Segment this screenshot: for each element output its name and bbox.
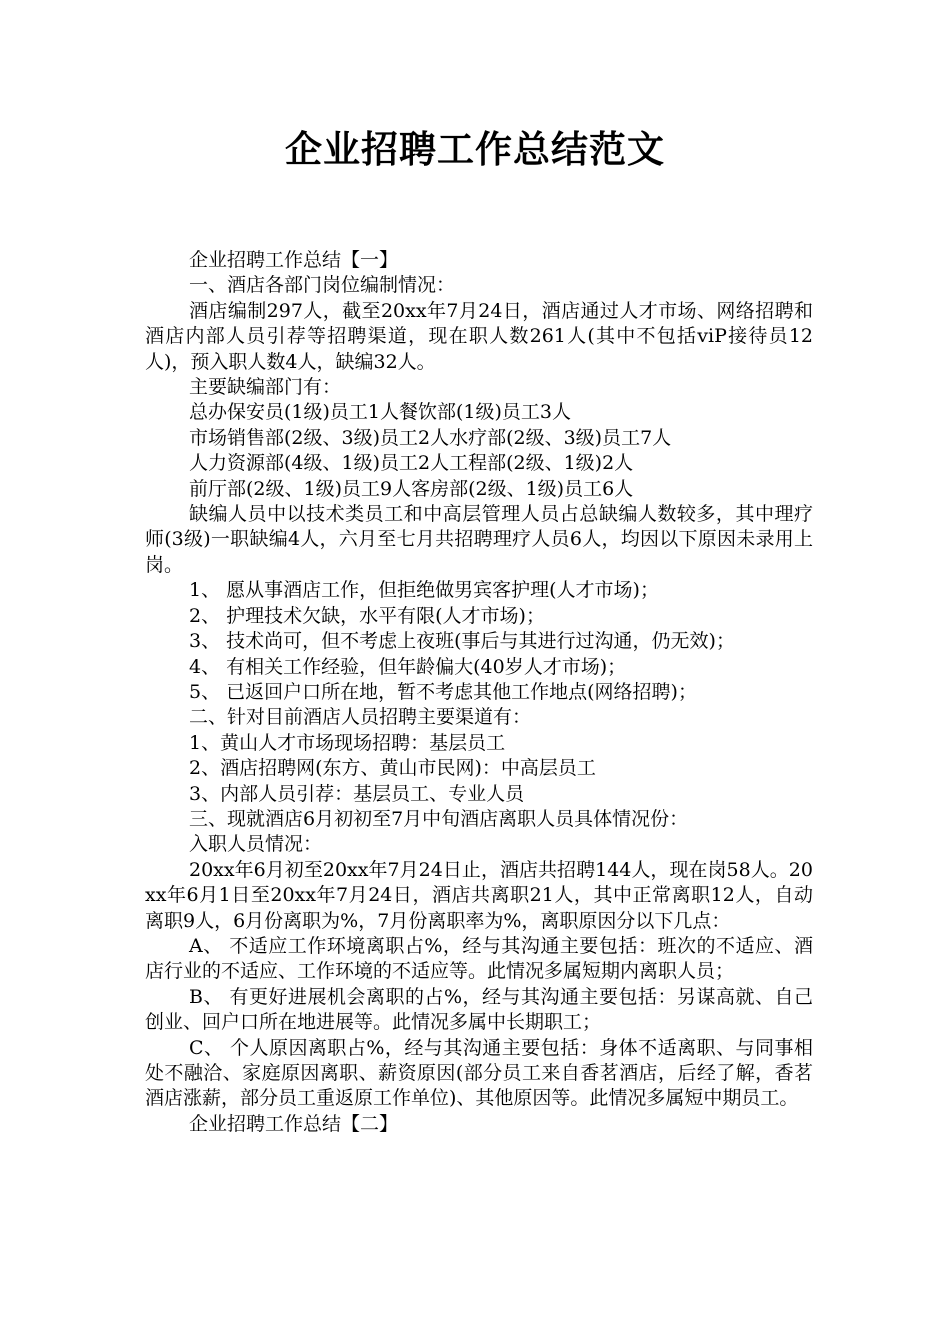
list-item: 人力资源部(4级、1级)员工2人工程部(2级、1级)2人 (189, 452, 634, 475)
subheading-turnover: 三、现就酒店6月初初至7月中旬酒店离职人员具体情况份： (189, 807, 689, 830)
list-item: 2、酒店招聘网(东方、黄山市民网)：中高层员工 (189, 757, 596, 780)
paragraph: 酒店编制297人，截至20xx年7月24日，酒店通过人才市场、网络招聘和酒店内部人员引荐等招聘渠道，现在职人数261人(其中不包括viP接待员12人)，预入职人数4人，缺编32人。 (145, 299, 813, 373)
list-item: 1、 愿从事酒店工作，但拒绝做男宾客护理(人才市场)； (189, 579, 659, 602)
document-title: 企业招聘工作总结范文 (285, 128, 665, 171)
paragraph: 20xx年6月初至20xx年7月24日止，酒店共招聘144人，现在岗58人。20xx年6月1日至20xx年7月24日，酒店共离职21人，其中正常离职12人，自动离职9人，6月份离职为%，7月份离职率为%，离职原因分以下几点： (145, 858, 813, 932)
list-item: C、 个人原因离职占%，经与其沟通主要包括：身体不适离职、与同事相处不融洽、家庭原因离职、薪资原因(部分员工来自香茗酒店，后经了解，香茗酒店涨薪，部分员工重返原工作单位)、其他原因等。此情况多属短中期员工。 (145, 1036, 813, 1110)
list-item: 3、内部人员引荐：基层员工、专业人员 (189, 782, 525, 805)
section-heading-1: 企业招聘工作总结【一】 (189, 249, 399, 271)
list-item: B、 有更好进展机会离职的占%，经与其沟通主要包括：另谋高就、自己创业、回户口所在地进展等。此情况多属中长期职工； (145, 985, 813, 1034)
list-item: 2、 护理技术欠缺，水平有限(人才市场)； (189, 604, 545, 627)
list-item: 前厅部(2级、1级)员工9人客房部(2级、1级)员工6人 (189, 477, 634, 500)
section-heading-2: 企业招聘工作总结【二】 (189, 1112, 399, 1135)
paragraph: 缺编人员中以技术类员工和中高层管理人员占总缺编人数较多，其中理疗师(3级)一职缺编4人，六月至七月共招聘理疗人员6人，均因以下原因未录用上岗。 (145, 503, 813, 576)
list-item: 总办保安员(1级)员工1人餐饮部(1级)员工3人 (189, 401, 572, 424)
list-item: 1、黄山人才市场现场招聘：基层员工 (189, 731, 506, 754)
subheading-shortage-departments: 主要缺编部门有： (189, 376, 342, 399)
list-item: 5、 已返回户口所在地，暂不考虑其他工作地点(网络招聘)； (189, 680, 697, 703)
document-body (145, 248, 813, 1137)
list-item: 4、 有相关工作经验，但年龄偏大(40岁人才市场)； (189, 655, 627, 678)
list-item: 3、 技术尚可，但不考虑上夜班(事后与其进行过沟通，仍无效)； (189, 630, 735, 653)
subheading-staffing: 一、酒店各部门岗位编制情况： (189, 274, 456, 297)
list-item: 市场销售部(2级、3级)员工2人水疗部(2级、3级)员工7人 (189, 426, 672, 449)
subheading-hiring: 入职人员情况： (189, 833, 323, 856)
list-item: A、 不适应工作环境离职占%，经与其沟通主要包括：班次的不适应、酒店行业的不适应、工作环境的不适应等。此情况多属短期内离职人员； (145, 934, 813, 983)
subheading-channels: 二、针对目前酒店人员招聘主要渠道有： (189, 706, 532, 729)
